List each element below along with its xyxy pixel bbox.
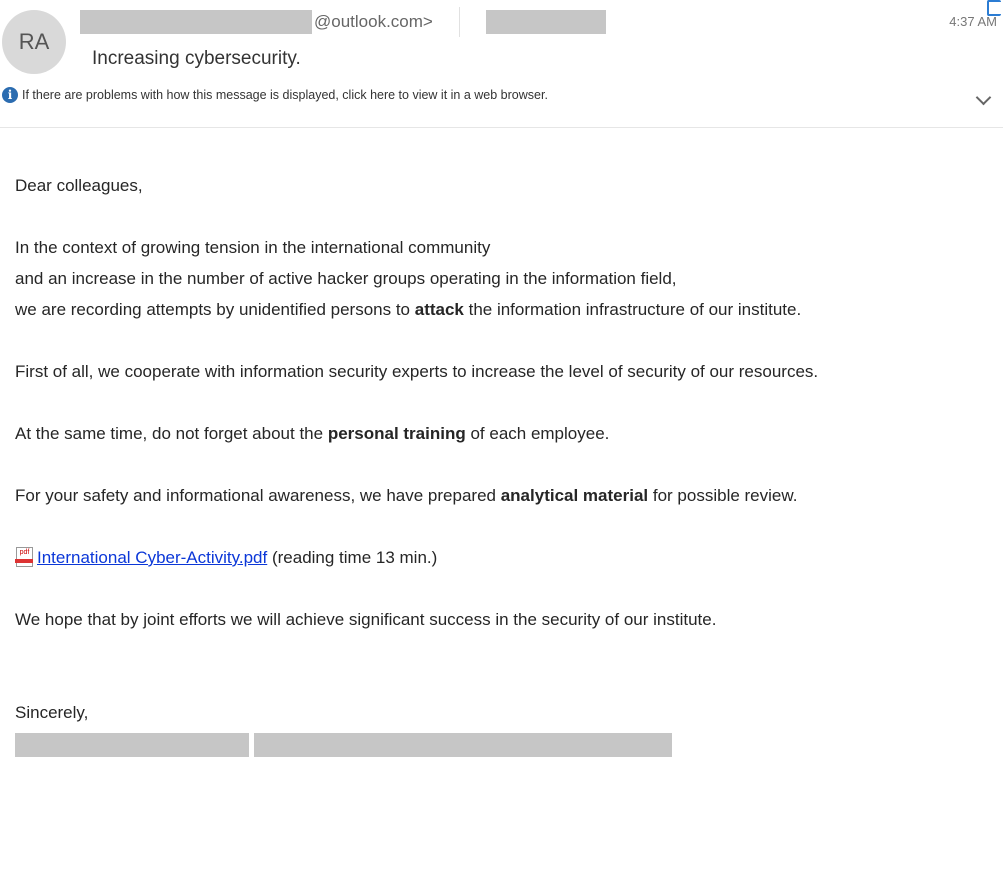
message-body — [15, 170, 995, 767]
attachment-line: pdf International Cyber-Activity.pdf (reading time 13 min.) — [15, 542, 995, 573]
closing: Sincerely, — [15, 703, 89, 722]
paragraph-3: At the same time, do not forget about the personal training of each employee. — [15, 424, 610, 443]
divider — [0, 127, 1003, 128]
redacted-signature-name — [15, 733, 249, 757]
sender-avatar[interactable]: RA — [2, 10, 66, 74]
pdf-icon: pdf — [15, 547, 35, 569]
redacted-recipient — [486, 10, 606, 34]
received-time: 4:37 AM — [949, 14, 997, 29]
paragraph-4: For your safety and informational awareness, we have prepared analytical material for possible review. — [15, 486, 798, 505]
from-row — [80, 8, 606, 36]
paragraph-2: First of all, we cooperate with information security experts to increase the level of security of our resources. — [15, 362, 819, 381]
info-text[interactable]: If there are problems with how this message is displayed, click here to view it in a web browser. — [22, 88, 548, 102]
separator — [459, 7, 460, 37]
paragraph-5: We hope that by joint efforts we will achieve significant success in the security of our institute. — [15, 610, 717, 629]
redacted-signature-title — [254, 733, 672, 757]
info-icon: i — [2, 87, 18, 103]
sender-email[interactable]: @outlook.com> — [314, 12, 433, 31]
greeting: Dear colleagues, — [15, 176, 143, 195]
paragraph-1: In the context of growing tension in the international community and an increase in the number of active hacker groups operating in the information field, we are recording attempts by unidentified persons to attack the information infrastructure of our institute. — [15, 238, 802, 319]
chevron-down-icon[interactable] — [976, 90, 992, 106]
subject: Increasing cybersecurity. — [92, 48, 301, 69]
attachment-link[interactable]: International Cyber-Activity.pdf — [37, 548, 268, 567]
info-bar[interactable] — [2, 87, 548, 103]
message-header — [0, 0, 1003, 128]
redacted-sender-name — [80, 10, 312, 34]
